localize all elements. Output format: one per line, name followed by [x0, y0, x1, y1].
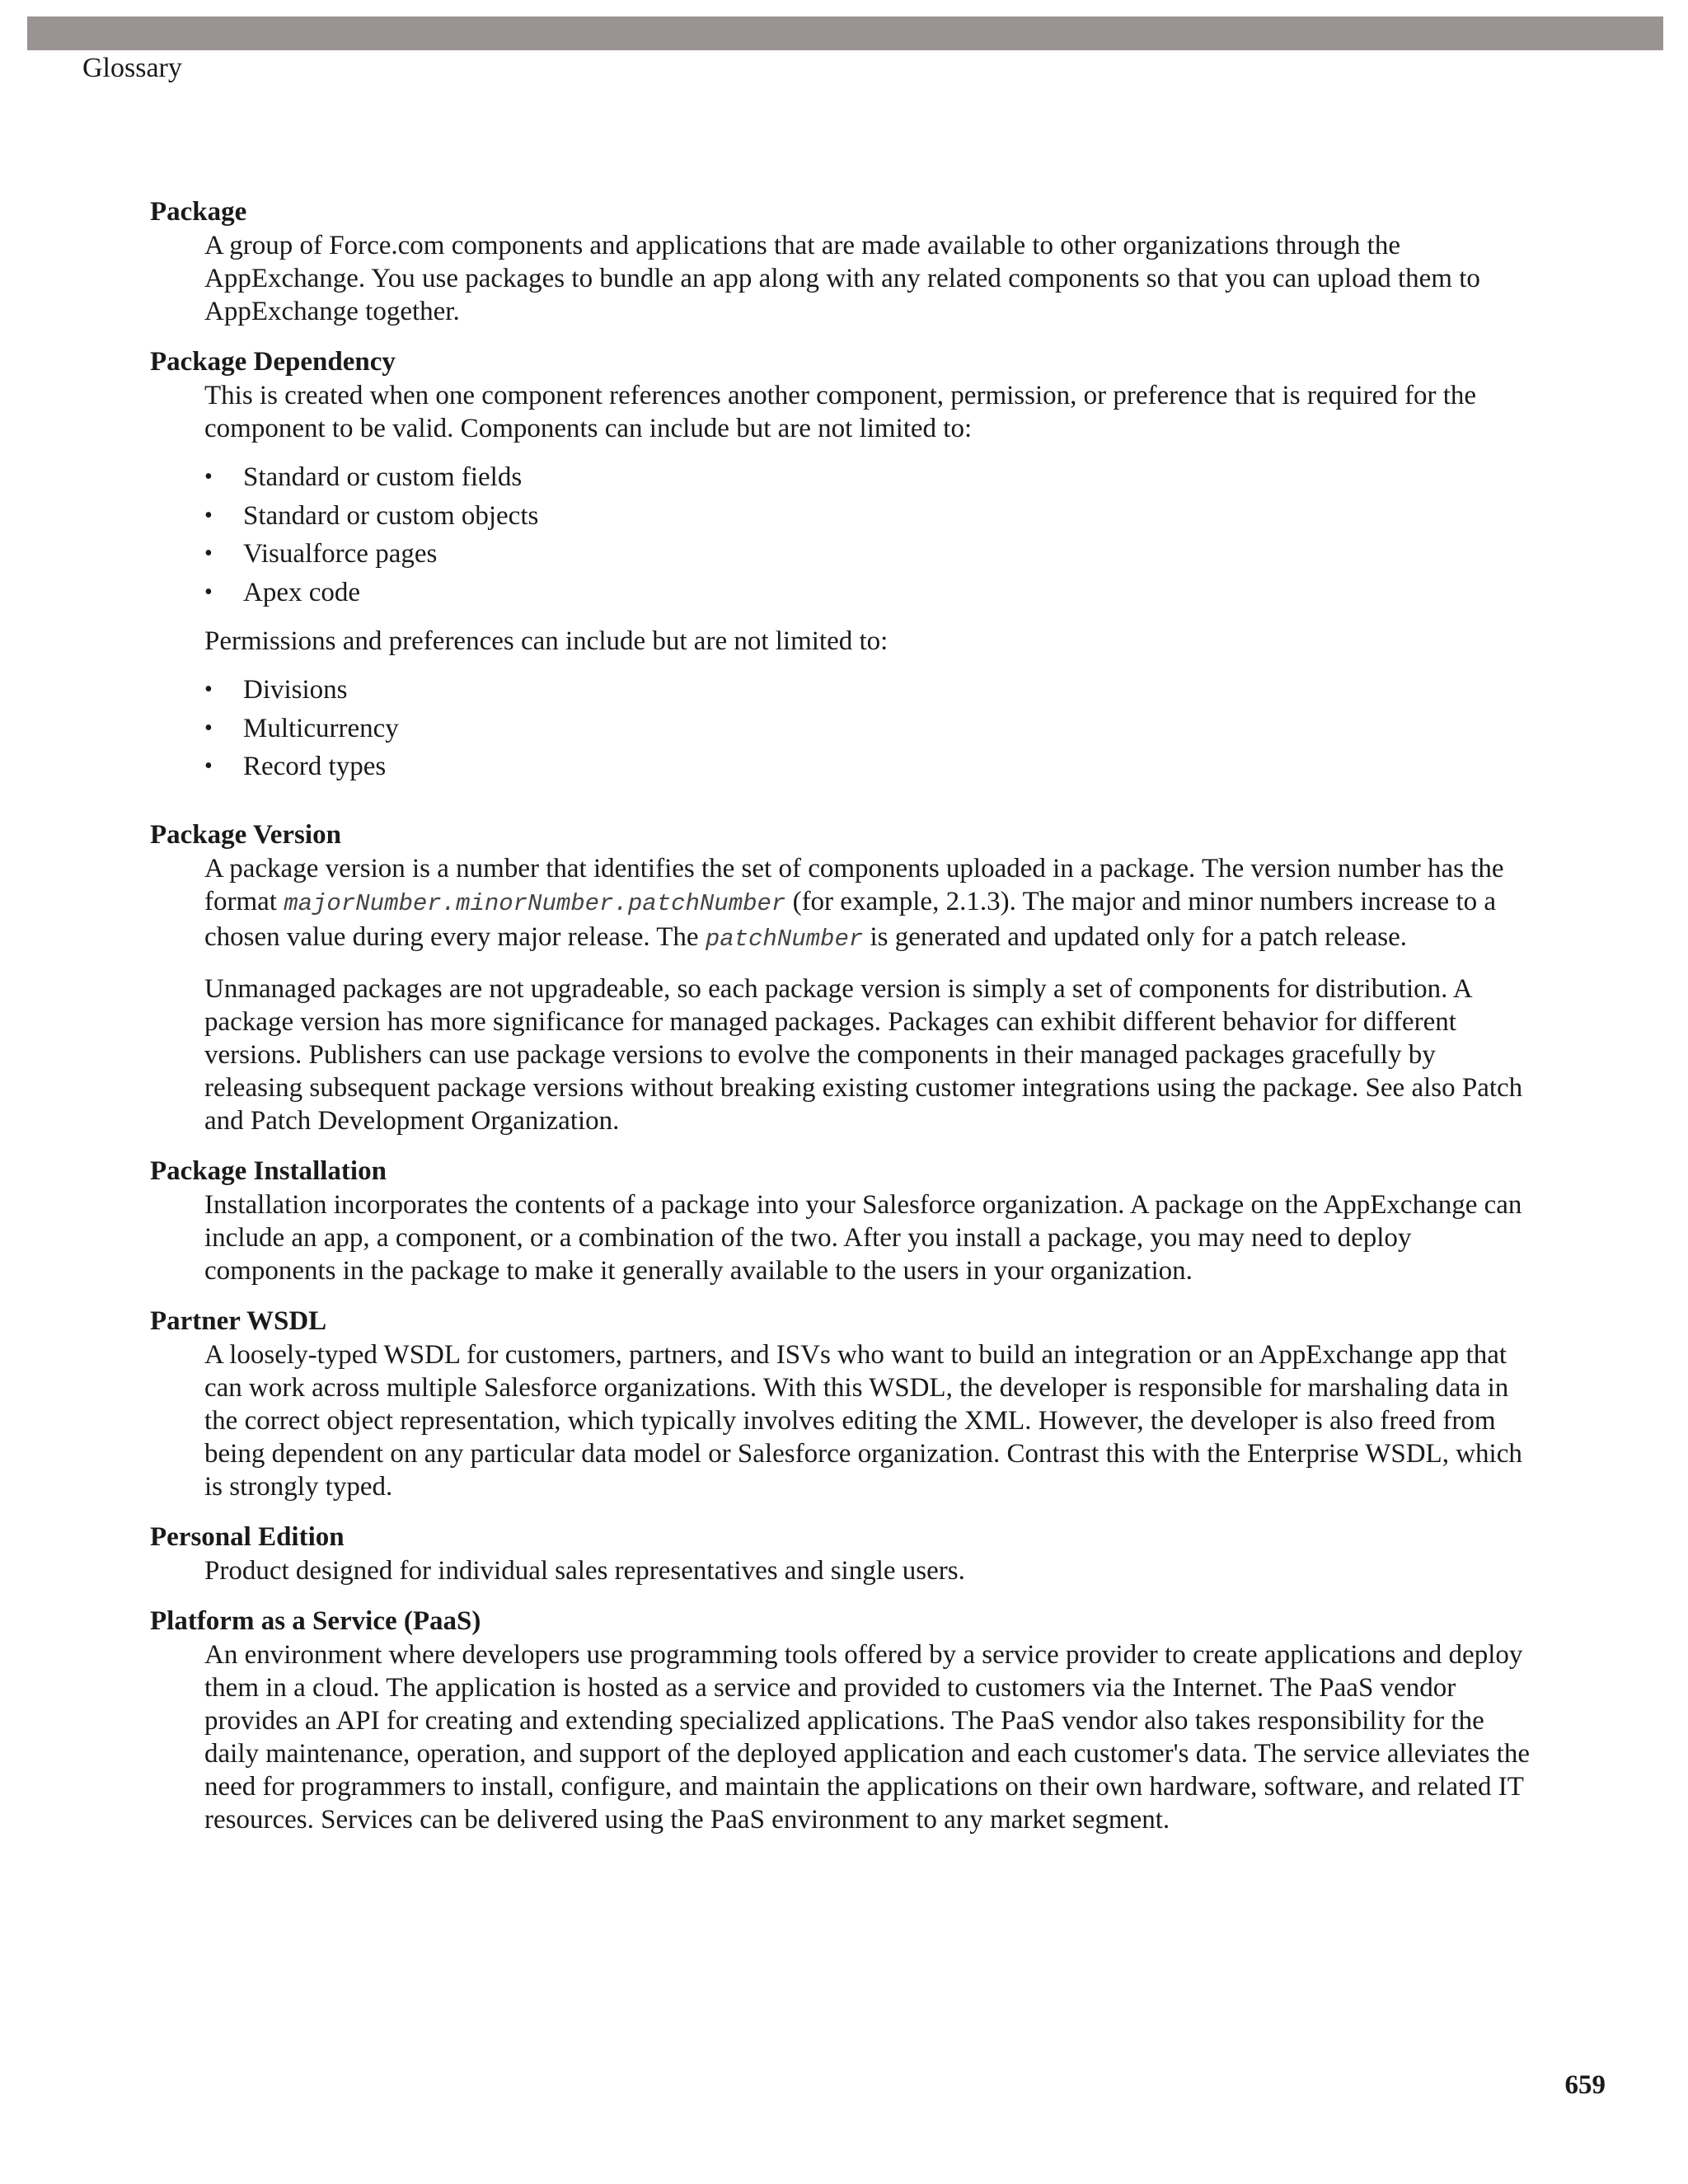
code-text: patchNumber — [705, 925, 864, 953]
list-item: • Multicurrency — [204, 710, 1535, 748]
page-number: 659 — [1564, 2070, 1606, 2100]
term-title: Package Dependency — [150, 347, 396, 377]
term-title: Platform as a Service (PaaS) — [150, 1605, 481, 1636]
definition-text: Unmanaged packages are not upgradeable, so each package version is simply a set of components for distribution. A package version has more significance for managed packages. Packages can exhibit different behavior for different versions. Publishers can use package versions to evolve the components in their managed packages gracefully by releasing subsequent package versions without breaking existing customer integrations using the package. See also Patch and Patch Development Organization. — [204, 973, 1523, 1136]
list-item: • Standard or custom fields — [204, 458, 1535, 497]
header-bar — [27, 16, 1663, 50]
term-definition — [204, 1554, 1535, 1587]
term-title: Package Installation — [150, 1155, 387, 1186]
term-definition — [204, 1638, 1535, 1836]
text-run: A package version is a number that identifies the set of components uploaded in a package. The version number has the format — [204, 853, 1504, 916]
term-definition — [204, 1188, 1535, 1287]
list-item: • Divisions — [204, 671, 1535, 710]
term-definition — [204, 852, 1535, 1137]
term-definition — [204, 379, 1535, 786]
definition-text: This is created when one component references another component, permission, or preference that is required for the component to be valid. Components can include but are not limited to: — [204, 381, 1477, 443]
entry-paas — [150, 1604, 1535, 1836]
definition-text: Permissions and preferences can include but are not limited to: — [204, 626, 889, 656]
term-title: Partner WSDL — [150, 1305, 327, 1336]
glossary-content — [150, 194, 1535, 1853]
definition-text: Product designed for individual sales representatives and single users. — [204, 1555, 965, 1586]
entry-personal-edition — [150, 1520, 1535, 1587]
entry-package-dependency — [150, 344, 1535, 786]
term-definition — [204, 1338, 1535, 1503]
list-item: • Apex code — [204, 574, 1535, 612]
text-run: (for example, 2.1.3). The major and minor numbers increase to a chosen value during every major release. The — [204, 886, 1497, 952]
entry-package — [150, 194, 1535, 328]
term-title: Personal Edition — [150, 1521, 345, 1552]
term-title: Package — [150, 197, 247, 227]
entry-package-installation — [150, 1154, 1535, 1287]
definition-text: Installation incorporates the contents of a package into your Salesforce organization. A package on the AppExchange can include an app, a component, or a combination of the two. After you install a package, you may need to deploy components in the package to make it generally available to the users in your organization. — [204, 1189, 1522, 1286]
list-item: • Standard or custom objects — [204, 497, 1535, 536]
code-text: majorNumber.minorNumber.patchNumber — [284, 889, 786, 917]
definition-text: A group of Force.com components and applications that are made available to other organizations through the AppExchange. You use packages to bundle an app along with any related components so that you can upload them to AppExchange together. — [204, 231, 1480, 326]
definition-text — [204, 852, 1535, 956]
running-head: Glossary — [82, 53, 182, 83]
entry-partner-wsdl — [150, 1304, 1535, 1503]
entry-package-version — [150, 818, 1535, 1137]
components-list — [204, 458, 1535, 612]
list-item: • Record types — [204, 748, 1535, 786]
term-definition — [204, 229, 1535, 328]
definition-text: An environment where developers use programming tools offered by a service provider to create applications and deploy them in a cloud. The application is hosted as a service and provided to customers via the Internet. The PaaS vendor provides an API for creating and extending specialized applications. The PaaS vendor also takes responsibility for the daily maintenance, operation, and support of the deployed application and each customer's data. The service alleviates the need for programmers to install, configure, and maintain the applications on their own hardware, software, and related IT resources. Services can be delivered using the PaaS environment to any market segment. — [204, 1639, 1530, 1835]
definition-text: A loosely-typed WSDL for customers, partners, and ISVs who want to build an integration or an AppExchange app that can work across multiple Salesforce organizations. With this WSDL, the developer is responsible for marshaling data in the correct object representation, which typically involves editing the XML. However, the developer is also freed from being dependent on any particular data model or Salesforce organization. Contrast this with the Enterprise WSDL, which is strongly typed. — [204, 1339, 1522, 1502]
text-run: is generated and updated only for a patch release. — [863, 921, 1407, 952]
permissions-list — [204, 671, 1535, 786]
list-item: • Visualforce pages — [204, 535, 1535, 574]
term-title: Package Version — [150, 819, 341, 850]
